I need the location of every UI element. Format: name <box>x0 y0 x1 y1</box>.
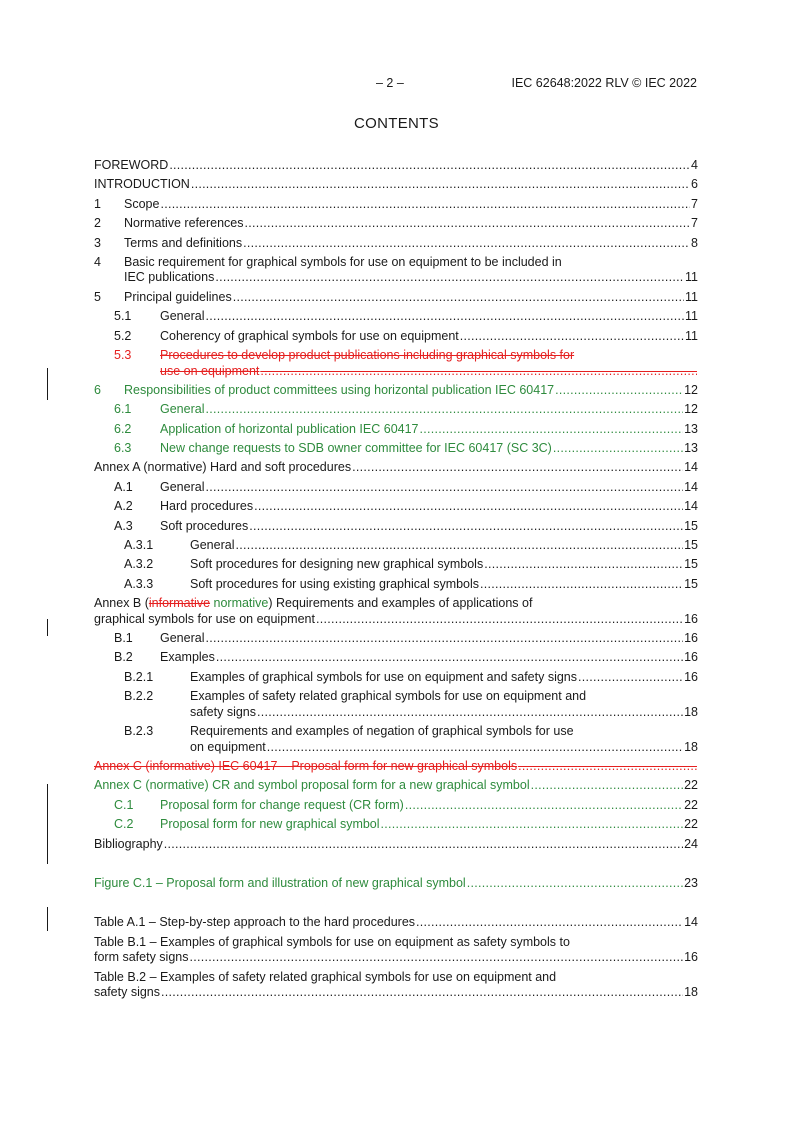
toc-entry-annex-a[interactable]: Annex A (normative) Hard and soft procedures . . . 14 <box>94 460 698 476</box>
toc-entry-b-2-2[interactable]: B.2.2 Examples of safety related graphical symbols for use on equipment and safety signs . . . 18 <box>94 689 698 720</box>
page-number: – 2 – <box>376 76 404 90</box>
toc-entry-clause-5-1[interactable]: 5.1 General . . . 11 <box>94 309 698 325</box>
toc-entry-table-b-2[interactable]: Table B.2 – Examples of safety related graphical symbols for use on equipment and safety signs . . . 18 <box>94 970 698 1001</box>
toc-entry-a-3-2[interactable]: A.3.2 Soft procedures for designing new graphical symbols . . . 15 <box>94 557 698 573</box>
document-reference: IEC 62648:2022 RLV © IEC 2022 <box>511 76 697 90</box>
toc-entry-clause-6[interactable]: 6 Responsibilities of product committees using horizontal publication IEC 60417 . . . 12 <box>94 383 698 399</box>
toc-entry-b-2-1[interactable]: B.2.1 Examples of graphical symbols for use on equipment and safety signs . . . 16 <box>94 670 698 686</box>
toc-entry-a-3-3[interactable]: A.3.3 Soft procedures for using existing graphical symbols . . . 15 <box>94 577 698 593</box>
toc-entry-annex-c-deleted[interactable]: Annex C (informative) IEC 60417 – Proposal form for new graphical symbols . . . <box>94 759 698 775</box>
change-bar <box>47 368 48 400</box>
toc-entry-annex-b[interactable]: Annex B (informative normative) Requirements and examples of applications of graphical symbols for use on equipment . . . 16 <box>94 596 698 627</box>
toc-entry-introduction[interactable]: INTRODUCTION . . . 6 <box>94 177 698 193</box>
toc-entry-clause-6-3[interactable]: 6.3 New change requests to SDB owner committee for IEC 60417 (SC 3C) . . . 13 <box>94 441 698 457</box>
toc-entry-b-2-3[interactable]: B.2.3 Requirements and examples of negation of graphical symbols for use on equipment . . . 18 <box>94 724 698 755</box>
toc-entry-annex-c[interactable]: Annex C (normative) CR and symbol proposal form for a new graphical symbol . . . 22 <box>94 778 698 794</box>
toc-entry-c-1[interactable]: C.1 Proposal form for change request (CR form) . . . 22 <box>94 798 698 814</box>
toc-entry-clause-6-2[interactable]: 6.2 Application of horizontal publication IEC 60417 . . . 13 <box>94 422 698 438</box>
toc-entry-a-3[interactable]: A.3 Soft procedures . . . 15 <box>94 519 698 535</box>
toc-entry-b-1[interactable]: B.1 General . . . 16 <box>94 631 698 647</box>
toc-entry-foreword[interactable]: FOREWORD . . . 4 <box>94 158 698 174</box>
change-bar <box>47 619 48 636</box>
toc-entry-clause-3[interactable]: 3 Terms and definitions . . . 8 <box>94 236 698 252</box>
toc-entry-bibliography[interactable]: Bibliography . . . 24 <box>94 837 698 853</box>
toc-entry-clause-5[interactable]: 5 Principal guidelines . . . 11 <box>94 290 698 306</box>
toc-entry-clause-5-3-deleted[interactable]: 5.3 Procedures to develop product publications including graphical symbols for use on equipment . . . <box>94 348 698 379</box>
contents-title: CONTENTS <box>354 115 439 132</box>
inserted-text: normative <box>210 596 269 611</box>
toc-entry-a-3-1[interactable]: A.3.1 General . . . 15 <box>94 538 698 554</box>
page-header <box>0 76 793 92</box>
toc-entry-clause-4[interactable]: 4 Basic requirement for graphical symbols for use on equipment to be included in IEC publications . . . 11 <box>94 255 698 286</box>
toc-entry-clause-6-1[interactable]: 6.1 General . . . 12 <box>94 402 698 418</box>
toc-entry-a-1[interactable]: A.1 General . . . 14 <box>94 480 698 496</box>
toc-entry-clause-5-2[interactable]: 5.2 Coherency of graphical symbols for use on equipment . . . 11 <box>94 329 698 345</box>
deleted-text: informative <box>148 596 211 611</box>
toc-entry-c-2[interactable]: C.2 Proposal form for new graphical symbol . . . 22 <box>94 817 698 833</box>
toc-entry-a-2[interactable]: A.2 Hard procedures . . . 14 <box>94 499 698 515</box>
toc-entry-clause-2[interactable]: 2 Normative references . . . 7 <box>94 216 698 232</box>
change-bar <box>47 907 48 931</box>
toc-entry-table-b-1[interactable]: Table B.1 – Examples of graphical symbols for use on equipment as safety symbols to form safety signs . . . 16 <box>94 935 698 966</box>
toc-entry-table-a-1[interactable]: Table A.1 – Step-by-step approach to the hard procedures . . . 14 <box>94 915 698 931</box>
toc-entry-clause-1[interactable]: 1 Scope . . . 7 <box>94 197 698 213</box>
toc-entry-figure-c-1[interactable]: Figure C.1 – Proposal form and illustration of new graphical symbol . . . 23 <box>94 876 698 892</box>
change-bar <box>47 784 48 864</box>
table-of-contents <box>94 158 698 1005</box>
toc-entry-b-2[interactable]: B.2 Examples . . . 16 <box>94 650 698 666</box>
